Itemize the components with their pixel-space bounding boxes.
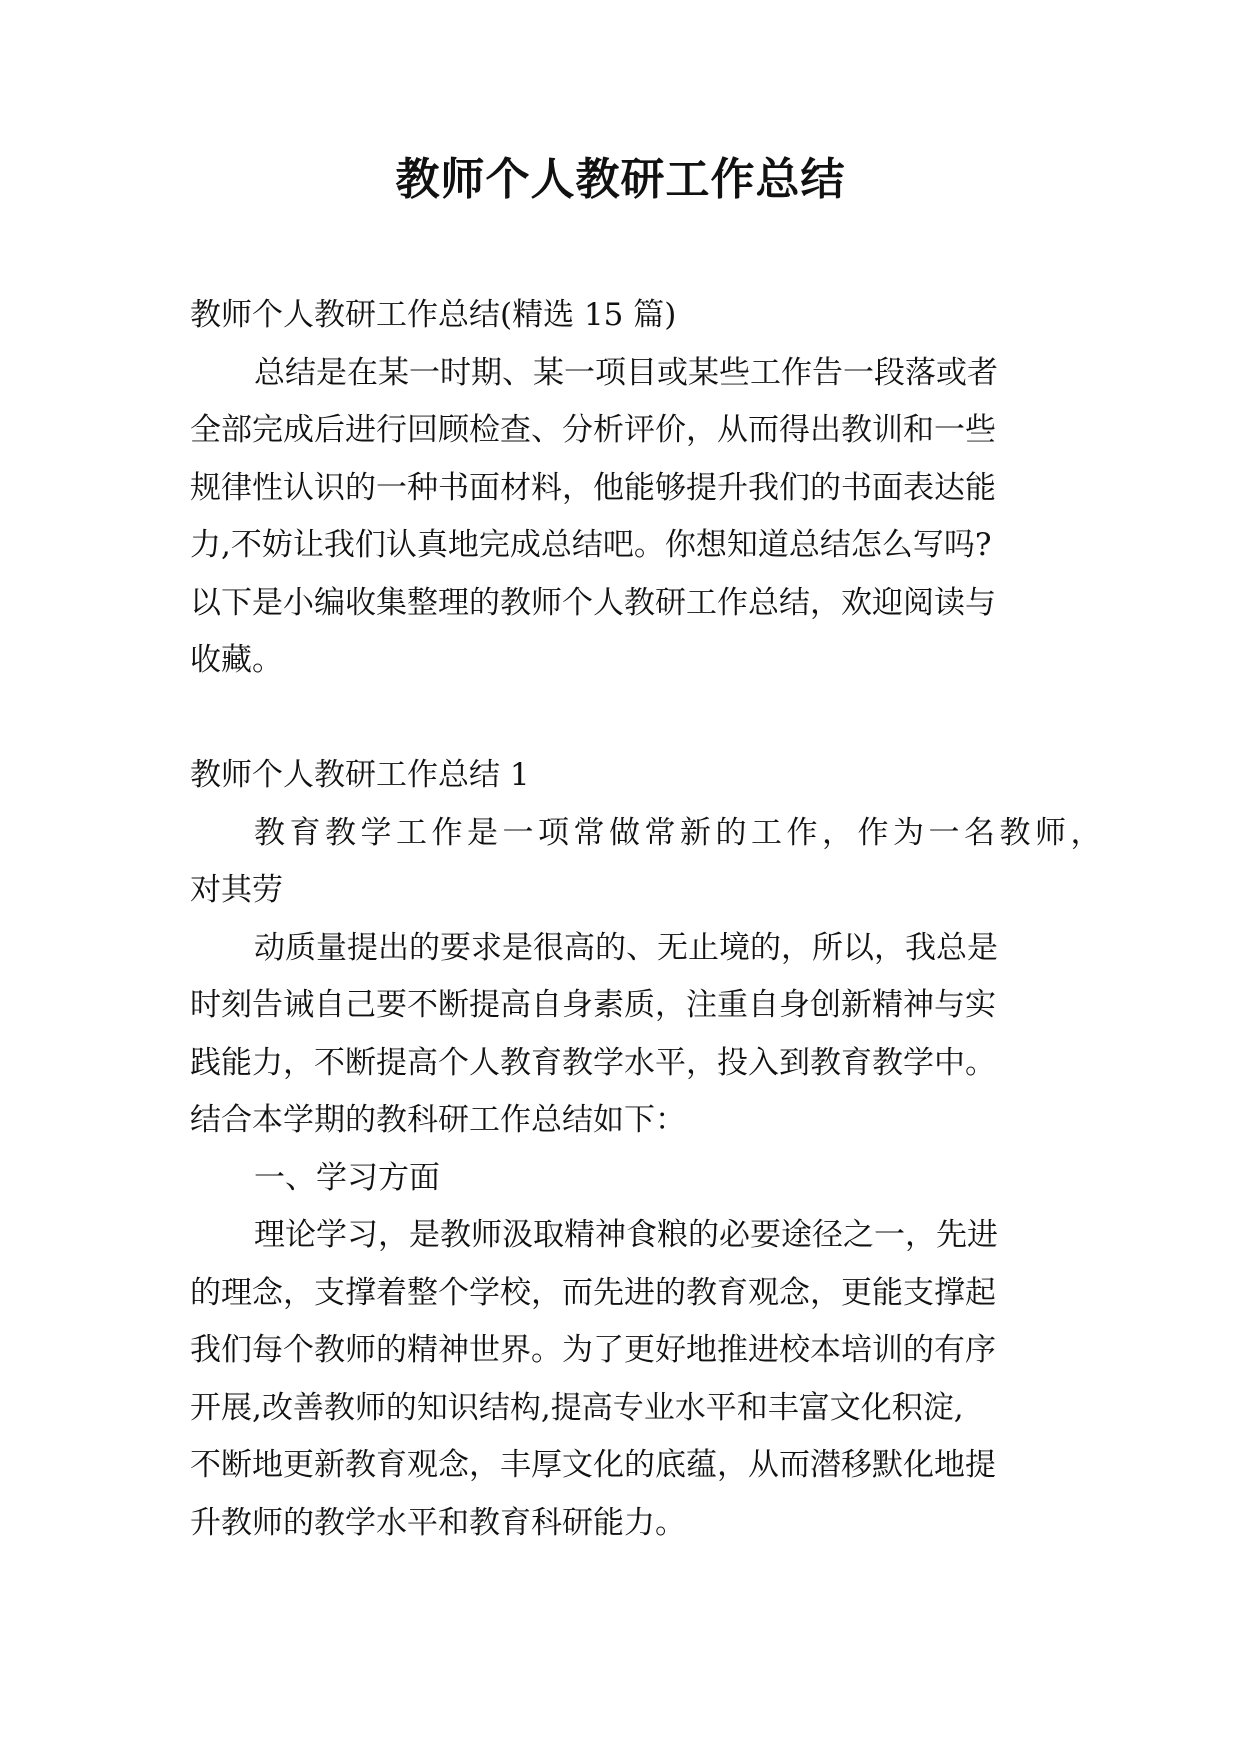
paragraph: [190, 1207, 1060, 1552]
paragraph-line: 开展,改善教师的知识结构,提高专业水平和丰富文化积淀,: [190, 1389, 964, 1426]
paragraph-line: 全部完成后进行回顾检查、分析评价，从而得出教训和一些: [190, 412, 996, 448]
paragraph-line: 我们每个教师的精神世界。为了更好地推进校本培训的有序: [190, 1332, 996, 1368]
sub-heading: 一、学习方面: [254, 1159, 440, 1196]
paragraph-line: 不断地更新教育观念，丰厚文化的底蕴，从而潜移默化地提: [190, 1447, 996, 1483]
paragraph-line: 的理念，支撑着整个学校，而先进的教育观念，更能支撑起: [190, 1274, 996, 1311]
paragraph-line: 以下是小编收集整理的教师个人教研工作总结，欢迎阅读与: [190, 584, 996, 621]
section-heading: 教师个人教研工作总结 1: [190, 757, 530, 793]
paragraph-line: 结合本学期的教科研工作总结如下：: [190, 1102, 686, 1138]
paragraph-line: 总结是在某一时期、某一项目或某些工作告一段落或者: [254, 354, 998, 391]
paragraph-line: 规律性认识的一种书面材料，他能够提升我们的书面表达能: [190, 469, 996, 506]
paragraph: [190, 805, 1106, 920]
paragraph-line: 升教师的教学水平和教育科研能力。: [190, 1504, 686, 1541]
paragraph: [190, 920, 1060, 1150]
paragraph-line: 收藏。: [190, 642, 283, 678]
blank-line: [190, 690, 1060, 748]
intro-paragraph: [190, 345, 1060, 690]
document-body: [190, 287, 1106, 1552]
document-subtitle: 教师个人教研工作总结(精选 15 篇): [190, 297, 677, 333]
paragraph-line: 践能力，不断提高个人教育教学水平，投入到教育教学中。: [190, 1044, 996, 1081]
paragraph-line: 时刻告诫自己要不断提高自身素质，注重自身创新精神与实: [190, 987, 996, 1023]
paragraph-line: 理论学习，是教师汲取精神食粮的必要途径之一，先进: [254, 1217, 998, 1253]
paragraph-line: 对其劳: [190, 872, 283, 908]
paragraph-line: 力,不妨让我们认真地完成总结吧。你想知道总结怎么写吗?: [190, 527, 992, 563]
paragraph-line: 动质量提出的要求是很高的、无止境的，所以，我总是: [254, 929, 998, 966]
paragraph-line: 教育教学工作是一项常做常新的工作，作为一名教师，: [254, 814, 1106, 851]
document-title: 教师个人教研工作总结: [395, 154, 846, 205]
